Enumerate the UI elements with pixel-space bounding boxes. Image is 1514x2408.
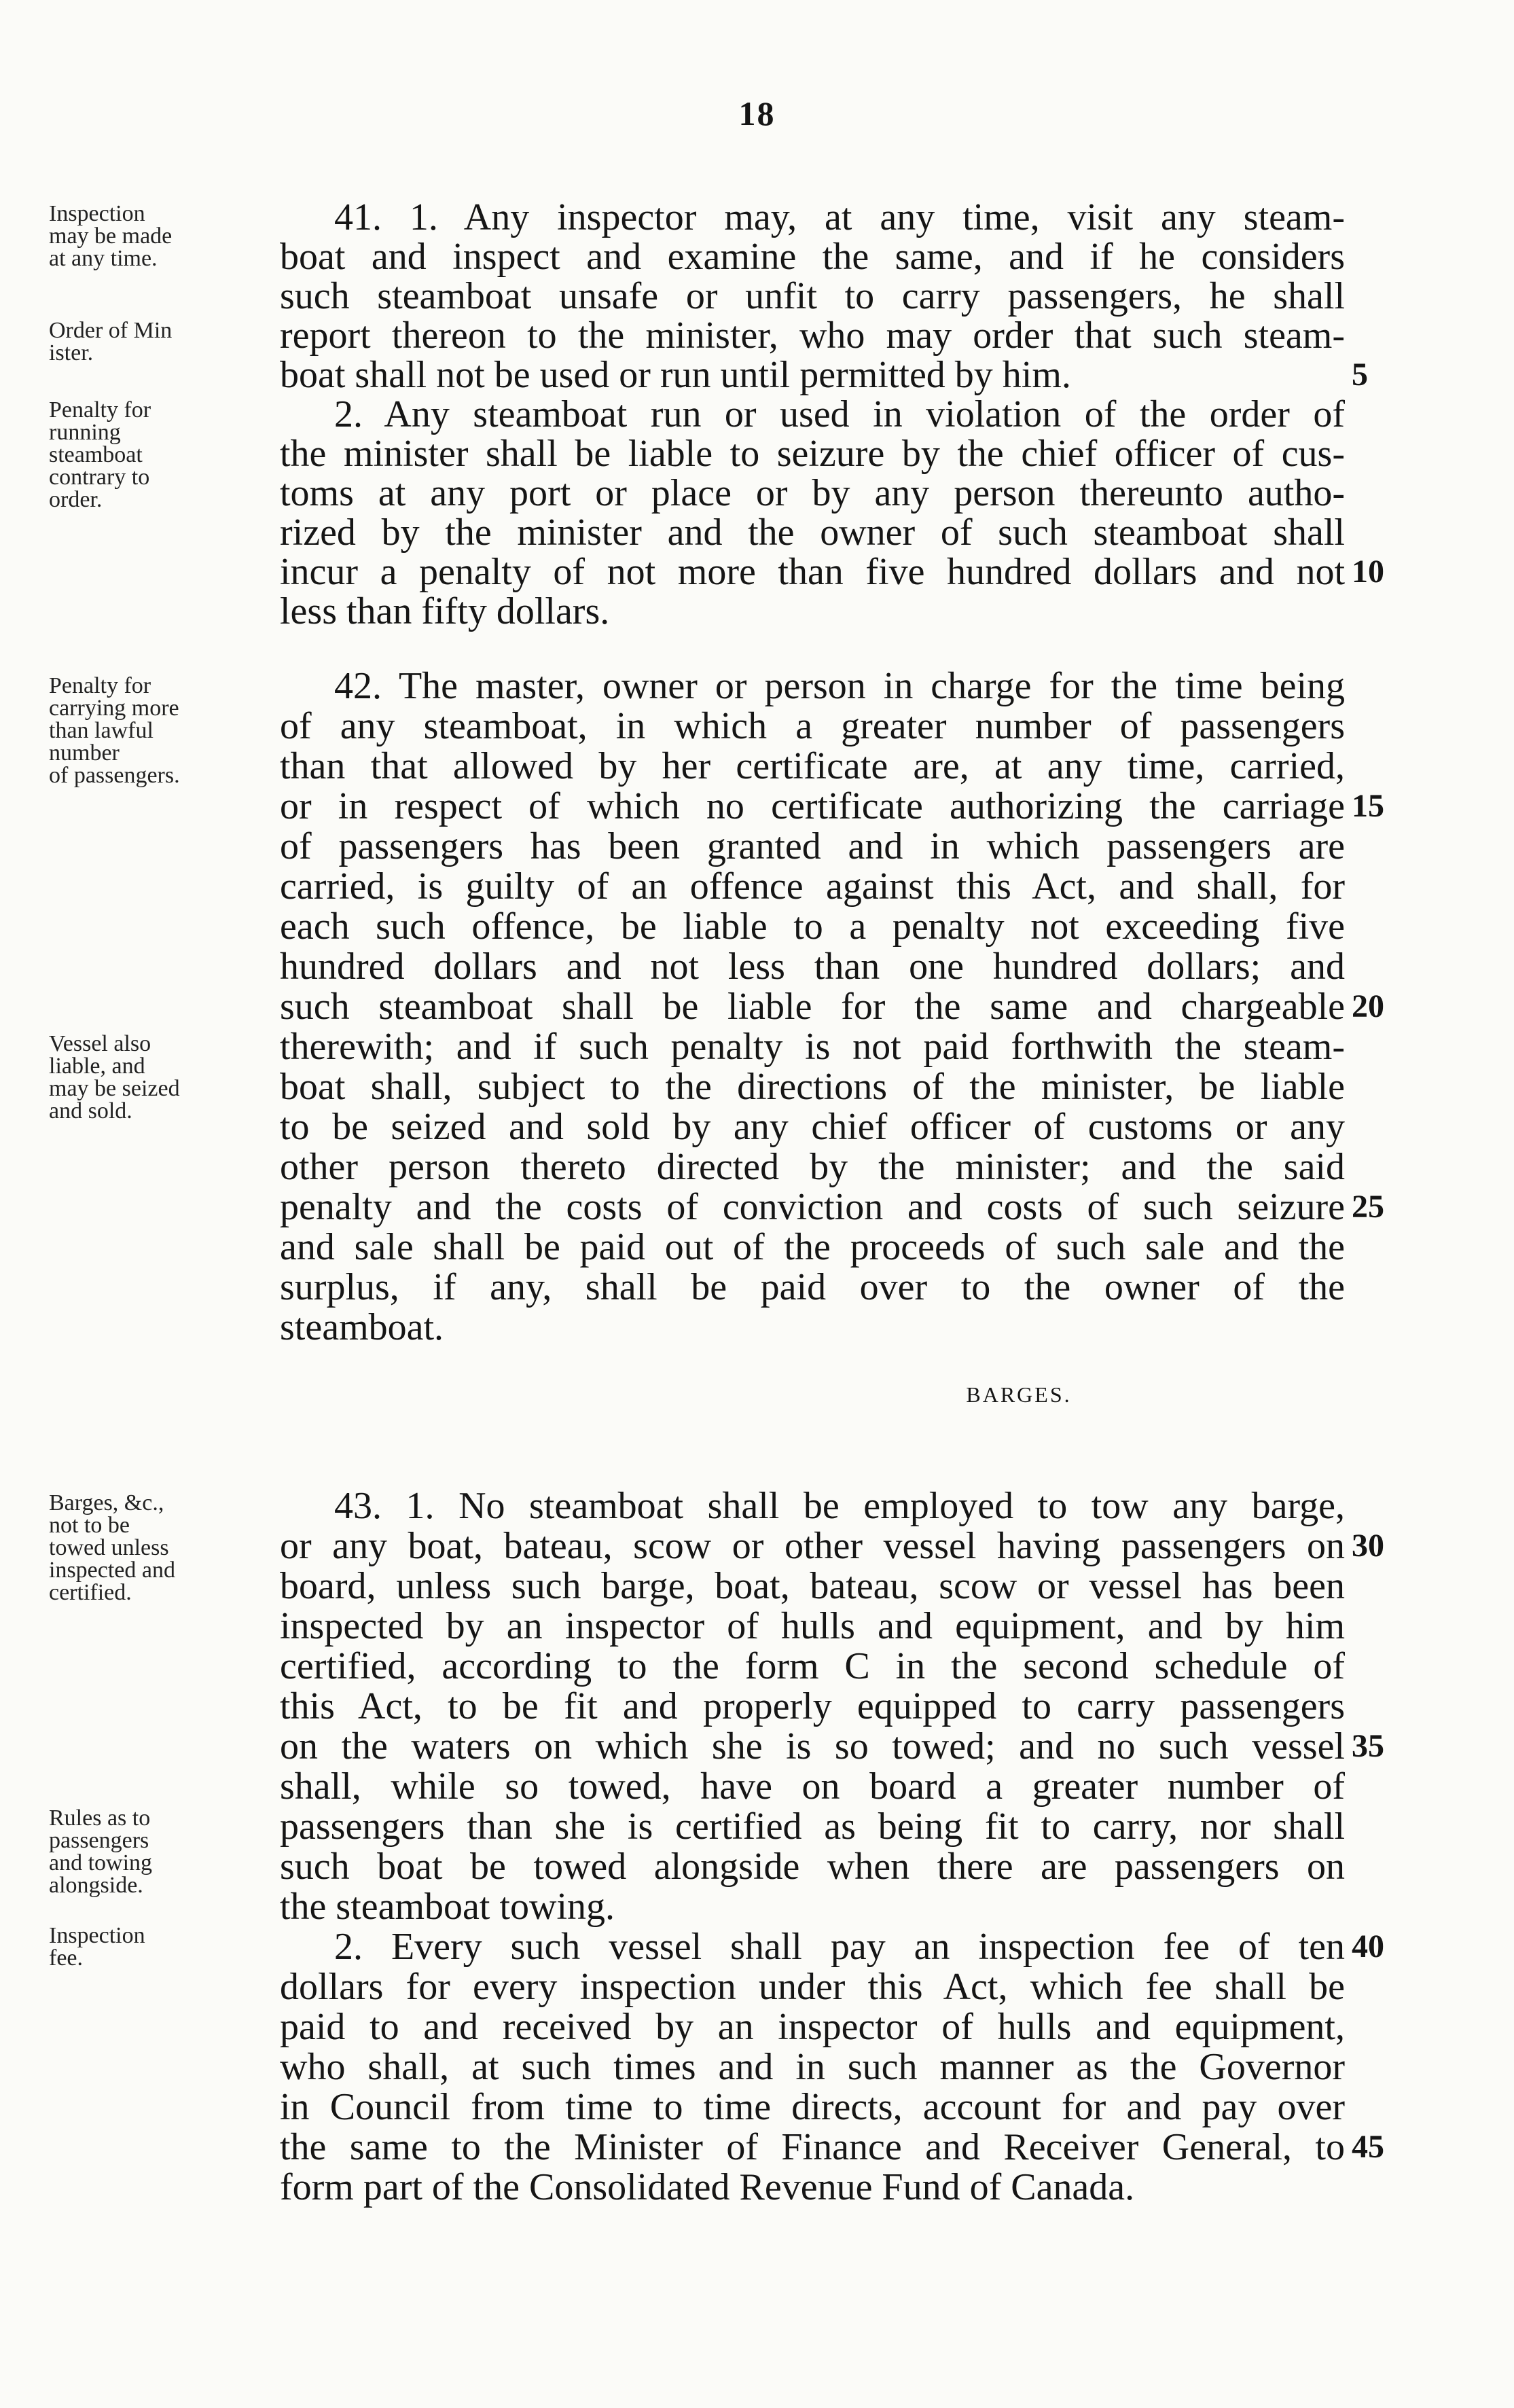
body-text-line: the same to the Minister of Finance and Receiver General, to: [280, 2127, 1345, 2168]
body-text-line: inspected by an inspector of hulls and equipment, and by him: [280, 1606, 1345, 1647]
marginal-note-line: Inspection: [49, 1923, 145, 1948]
body-text-line: 41. 1. Any inspector may, at any time, visit any steam-: [334, 197, 1345, 238]
marginal-note-line: may be seized: [49, 1076, 180, 1101]
body-text-line: passengers than she is certified as being fit to carry, nor shall: [280, 1806, 1345, 1847]
marginal-note-line: at any time.: [49, 246, 158, 271]
section-heading: BARGES.: [966, 1382, 1072, 1407]
body-text-line: the minister shall be liable to seizure by the chief officer of cus-: [280, 433, 1345, 474]
marginal-note-line: than lawful: [49, 718, 154, 743]
body-text-line: hundred dollars and not less than one hundred dollars; and: [280, 946, 1345, 987]
marginal-note-line: Penalty for: [49, 397, 151, 423]
body-text-line: penalty and the costs of conviction and costs of such seizure: [280, 1187, 1345, 1227]
body-text-line: steamboat.: [280, 1307, 444, 1348]
body-text-line: boat and inspect and examine the same, and if he considers: [280, 236, 1345, 277]
body-text-line: than that allowed by her certificate are, at any time, carried,: [280, 746, 1345, 787]
body-text-line: boat shall, subject to the directions of the minister, be liable: [280, 1066, 1345, 1107]
line-number: 45: [1352, 2129, 1384, 2165]
marginal-note: [49, 1924, 273, 1969]
marginal-note: [49, 1807, 273, 1897]
body-text-line: who shall, at such times and in such manner as the Governor: [280, 2047, 1345, 2087]
marginal-note-line: certified.: [49, 1580, 132, 1605]
body-text-line: shall, while so towed, have on board a greater number of: [280, 1766, 1345, 1807]
body-text-line: the steamboat towing.: [280, 1886, 615, 1927]
line-number: 15: [1352, 788, 1384, 824]
page-number: 18: [738, 94, 776, 132]
body-text-line: certified, according to the form C in the second schedule of: [280, 1646, 1345, 1687]
marginal-note-line: towed unless: [49, 1535, 169, 1560]
line-number: 30: [1352, 1528, 1384, 1564]
body-text-line: such steamboat shall be liable for the same and chargeable: [280, 986, 1345, 1027]
marginal-note-line: Order of Min: [49, 318, 173, 343]
marginal-note-line: and towing: [49, 1850, 153, 1875]
line-number: 20: [1352, 988, 1384, 1024]
body-text-line: surplus, if any, shall be paid over to the owner of the: [280, 1267, 1345, 1308]
body-text-line: report thereon to the minister, who may order that such steam-: [280, 315, 1345, 356]
marginal-note: [49, 675, 273, 787]
body-text-line: form part of the Consolidated Revenue Fund of Canada.: [280, 2167, 1135, 2208]
body-text-line: on the waters on which she is so towed; and no such vessel: [280, 1726, 1345, 1767]
marginal-note-line: passengers: [49, 1828, 149, 1853]
body-text-line: less than fifty dollars.: [280, 591, 610, 632]
marginal-note-line: liable, and: [49, 1054, 145, 1079]
line-number: 10: [1352, 554, 1384, 590]
body-text-line: board, unless such barge, boat, bateau, scow or vessel has been: [280, 1566, 1345, 1606]
body-text-line: 2. Any steamboat run or used in violation of the order of: [334, 394, 1345, 435]
marginal-note-line: Penalty for: [49, 673, 151, 698]
body-text-line: this Act, to be fit and properly equipped to carry passengers: [280, 1686, 1345, 1727]
body-text-line: 42. The master, owner or person in charge for the time being: [334, 666, 1345, 706]
marginal-note-line: carrying more: [49, 696, 179, 721]
body-text-line: such boat be towed alongside when there are passengers on: [280, 1846, 1345, 1887]
marginal-note-line: Barges, &c.,: [49, 1490, 164, 1515]
marginal-note: [49, 399, 273, 511]
marginal-note-line: Rules as to: [49, 1805, 151, 1831]
body-text-line: therewith; and if such penalty is not paid forthwith the steam-: [280, 1026, 1345, 1067]
marginal-note-line: and sold.: [49, 1098, 132, 1124]
body-text-line: or in respect of which no certificate authorizing the carriage: [280, 786, 1345, 827]
body-text-line: and sale shall be paid out of the proceeds of such sale and the: [280, 1227, 1345, 1268]
line-number: 40: [1352, 1928, 1384, 1964]
marginal-note-line: alongside.: [49, 1873, 143, 1898]
body-text-line: such steamboat unsafe or unfit to carry passengers, he shall: [280, 276, 1345, 317]
marginal-note-line: fee.: [49, 1945, 84, 1971]
marginal-note-line: ister.: [49, 340, 94, 365]
body-text-line: of any steamboat, in which a greater number of passengers: [280, 706, 1345, 747]
marginal-note-line: order.: [49, 487, 103, 512]
body-text-line: dollars for every inspection under this Act, which fee shall be: [280, 1966, 1345, 2007]
body-text-line: rized by the minister and the owner of such steamboat shall: [280, 512, 1345, 553]
marginal-note-line: may be made: [49, 223, 173, 249]
marginal-note-line: of passengers.: [49, 763, 180, 788]
marginal-note: [49, 1032, 273, 1122]
body-text-line: incur a penalty of not more than five hundred dollars and not: [280, 552, 1345, 592]
body-text-line: paid to and received by an inspector of hulls and equipment,: [280, 2007, 1345, 2047]
body-text-line: toms at any port or place or by any person thereunto autho-: [280, 473, 1345, 514]
body-text-line: each such offence, be liable to a penalty not exceeding five: [280, 906, 1345, 947]
marginal-note-line: not to be: [49, 1513, 130, 1538]
line-number: 35: [1352, 1728, 1384, 1764]
body-text-line: 2. Every such vessel shall pay an inspection fee of ten: [334, 1926, 1345, 1967]
marginal-note-line: inspected and: [49, 1558, 175, 1583]
marginal-note-line: Inspection: [49, 201, 145, 226]
line-number: 25: [1352, 1189, 1384, 1225]
body-text-line: boat shall not be used or run until permitted by him.: [280, 355, 1071, 395]
line-number: 5: [1352, 357, 1368, 393]
marginal-note: [49, 1492, 273, 1604]
marginal-note-line: running: [49, 420, 121, 445]
marginal-note-line: number: [49, 740, 120, 766]
marginal-note-line: Vessel also: [49, 1031, 151, 1056]
marginal-note: [49, 319, 273, 364]
body-text-line: or any boat, bateau, scow or other vessel having passengers on: [280, 1526, 1345, 1566]
body-text-line: 43. 1. No steamboat shall be employed to tow any barge,: [334, 1486, 1345, 1526]
marginal-note-line: contrary to: [49, 465, 150, 490]
body-text-line: other person thereto directed by the minister; and the said: [280, 1147, 1345, 1187]
body-text-line: of passengers has been granted and in which passengers are: [280, 826, 1345, 867]
marginal-note: [49, 202, 273, 270]
body-text-line: carried, is guilty of an offence against this Act, and shall, for: [280, 866, 1345, 907]
body-text-line: in Council from time to time directs, account for and pay over: [280, 2087, 1345, 2127]
body-text-line: to be seized and sold by any chief officer of customs or any: [280, 1107, 1345, 1147]
marginal-note-line: steamboat: [49, 442, 143, 467]
